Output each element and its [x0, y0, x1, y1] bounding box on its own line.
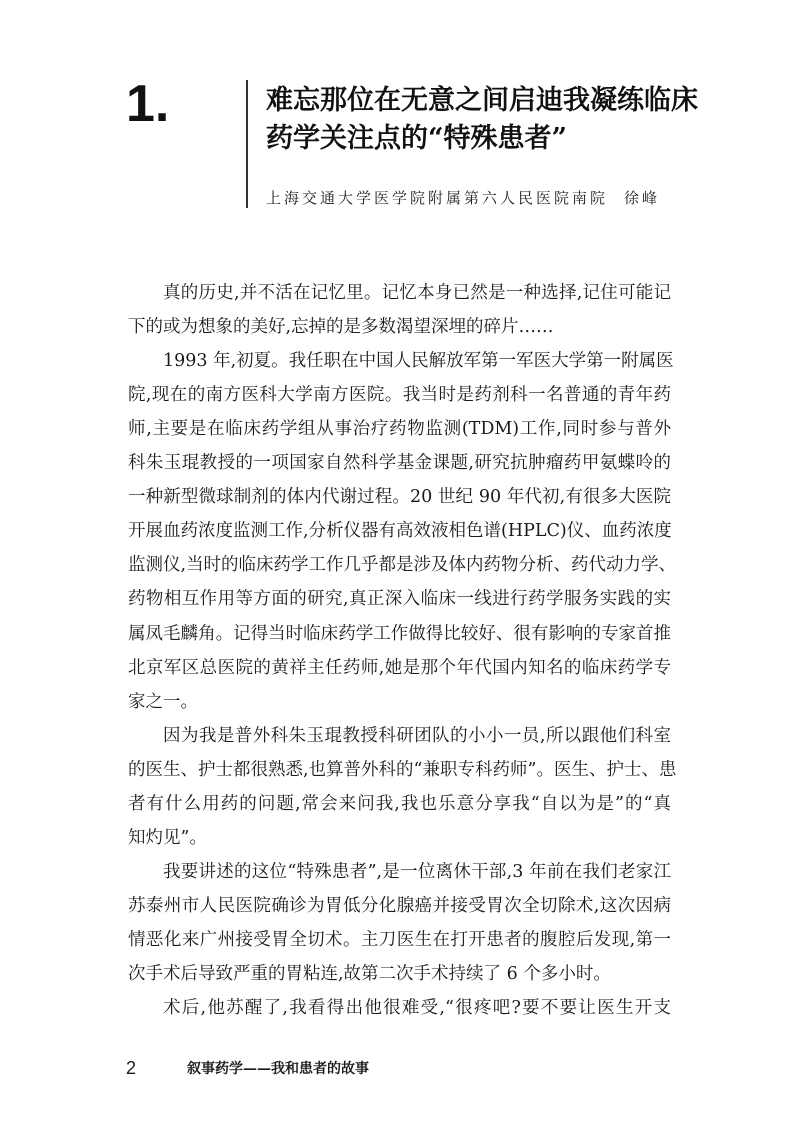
body-line: 药物相互作用等方面的研究,真正深入临床一线进行药学服务实践的实: [128, 589, 671, 610]
running-footer-title: 叙事药学——我和患者的故事: [187, 1061, 369, 1077]
body-line: 下的或为想象的美好,忘掉的是多数渴望深埋的碎片……: [128, 317, 554, 338]
body-line: 情恶化来广州接受胃全切术。主刀医生在打开患者的腹腔后发现,第一: [128, 929, 671, 950]
body-line: 次手术后导致严重的胃粘连,故第二次手术持续了 6 个多小时。: [128, 964, 611, 984]
author-name: 徐峰: [624, 189, 661, 207]
body-line: 一种新型微球制剂的体内代谢过程。20 世纪 90 年代初,有很多大医院: [128, 487, 671, 508]
body-line: 监测仪,当时的临床药学工作几乎都是涉及体内药物分析、药代动力学、: [128, 555, 677, 576]
body-line: 1993 年,初夏。我任职在中国人民解放军第一军医大学第一附属医: [163, 351, 674, 372]
chapter-number: 1.: [126, 75, 170, 133]
title-divider: [246, 80, 248, 208]
body-line: 家之一。: [128, 691, 198, 712]
body-line: 因为我是普外科朱玉琨教授科研团队的小小一员,所以跟他们科室: [163, 725, 671, 746]
chapter-title-line-1: 难忘那位在无意之间启迪我凝练临床: [266, 85, 698, 116]
body-line: 院,现在的南方医科大学南方医院。我当时是药剂科一名普通的青年药: [128, 385, 671, 406]
author-line: [266, 188, 660, 208]
body-line: 属凤毛麟角。记得当时临床药学工作做得比较好、很有影响的专家首推: [128, 623, 671, 644]
body-line: 者有什么用药的问题,常会来问我,我也乐意分享我“自以为是”的“真: [128, 793, 671, 814]
body-line: 的医生、护士都很熟悉,也算普外科的“兼职专科药师”。医生、护士、患: [128, 759, 677, 780]
body-line: 科朱玉琨教授的一项国家自然科学基金课题,研究抗肿瘤药甲氨蝶呤的: [128, 453, 671, 474]
body-line: 我要讲述的这位“特殊患者”,是一位离休干部,3 年前在我们老家江: [163, 861, 671, 882]
body-line: 师,主要是在临床药学组从事治疗药物监测(TDM)工作,同时参与普外: [128, 419, 671, 440]
body-line: 真的历史,并不活在记忆里。记忆本身已然是一种选择,记住可能记: [163, 283, 671, 303]
author-affiliation: 上海交通大学医学院附属第六人民医院南院: [266, 189, 609, 207]
body-line: 术后,他苏醒了,我看得出他很难受,“很疼吧?要不要让医生开支: [163, 998, 671, 1019]
chapter-title-line-2: 药学关注点的“特殊患者”: [266, 123, 568, 154]
body-line: 知灼见”。: [128, 827, 207, 848]
body-line: 北京军区总医院的黄祥主任药师,她是那个年代国内知名的临床药学专: [128, 657, 671, 678]
body-line: 苏泰州市人民医院确诊为胃低分化腺癌并接受胃次全切除术,这次因病: [128, 895, 671, 916]
body-line: 开展血药浓度监测工作,分析仪器有高效液相色谱(HPLC)仪、血药浓度: [128, 521, 672, 542]
page-number: 2: [126, 1058, 137, 1078]
